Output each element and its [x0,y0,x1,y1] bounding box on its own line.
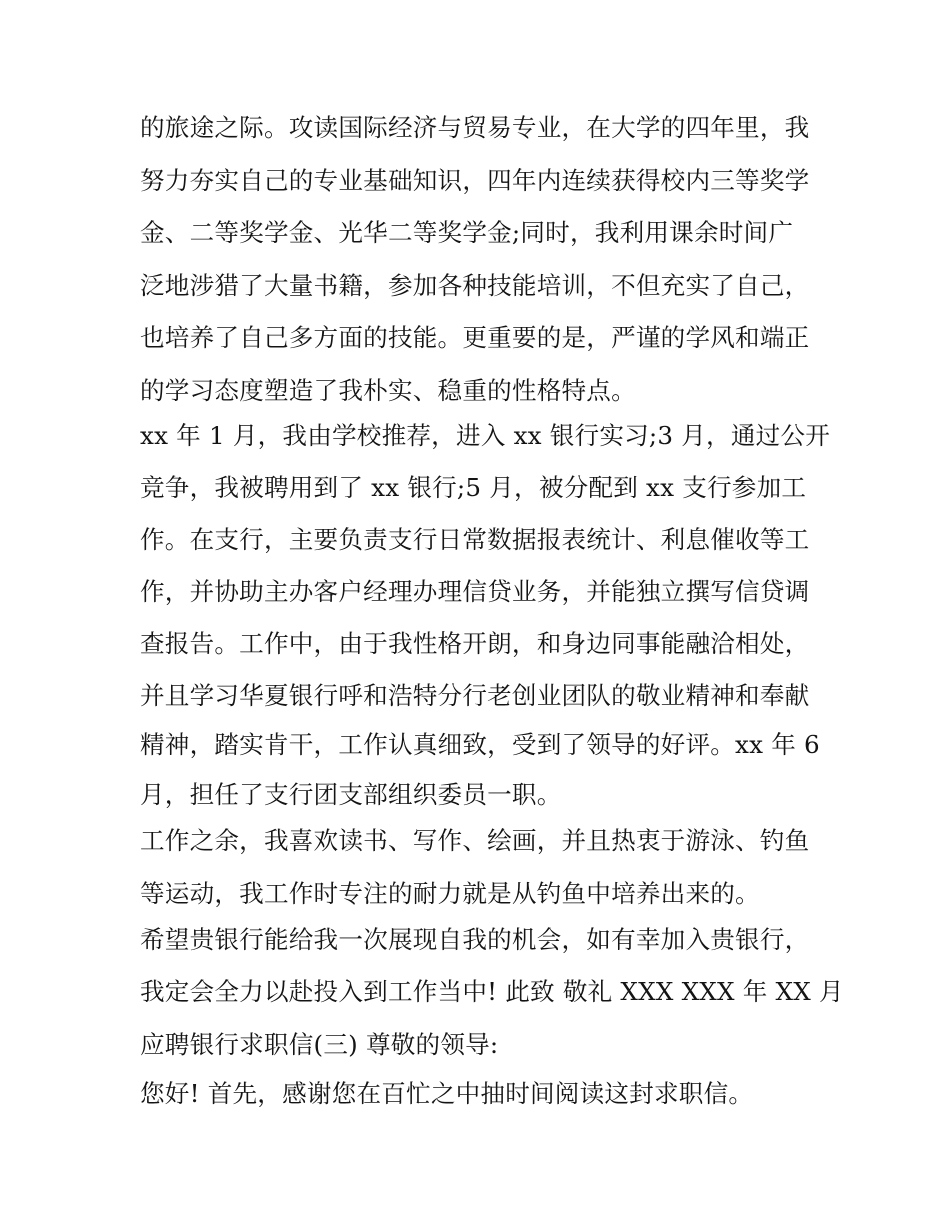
text-line: 努力夯实自己的专业基础知识，四年内连续获得校内三等奖学 [140,166,810,195]
text-line: 竞争，我被聘用到了 xx 银行;5 月，被分配到 xx 支行参加工 [140,473,807,502]
text-line: 也培养了自己多方面的技能。更重要的是，严谨的学风和端正 [140,323,810,352]
text-line: 金、二等奖学金、光华二等奖学金;同时，我利用课余时间广 [140,218,794,247]
text-line: 并且学习华夏银行呼和浩特分行老创业团队的敬业精神和奉献 [140,681,810,710]
text-line: 作，并协助主办客户经理办理信贷业务，并能独立撰写信贷调 [140,577,810,606]
text-line: 精神，踏实肯干，工作认真细致，受到了领导的好评。xx 年 6 [140,730,820,759]
text-line: 您好! 首先，感谢您在百忙之中抽时间阅读这封求职信。 [140,1079,754,1108]
text-line: 泛地涉猎了大量书籍，参加各种技能培训，不但充实了自己， [140,271,810,300]
text-line: 希望贵银行能给我一次展现自我的机会，如有幸加入贵银行， [140,925,810,954]
text-line: 的旅途之际。攻读国际经济与贸易专业，在大学的四年里，我 [140,113,810,142]
text-line: 等运动，我工作时专注的耐力就是从钓鱼中培养出来的。 [140,879,760,908]
text-line: 工作之余，我喜欢读书、写作、绘画，并且热衷于游泳、钓鱼 [140,826,810,855]
text-line: 查报告。工作中，由于我性格开朗，和身边同事能融洽相处， [140,629,810,658]
text-line: 作。在支行，主要负责支行日常数据报表统计、利息催收等工 [140,525,810,554]
text-line: 月，担任了支行团支部组织委员一职。 [140,780,562,809]
text-line: 应聘银行求职信(三) 尊敬的领导: [140,1030,499,1059]
text-line: 的学习态度塑造了我朴实、稳重的性格特点。 [140,376,636,405]
text-line: xx 年 1 月，我由学校推荐，进入 xx 银行实习;3 月，通过公开 [140,421,831,450]
text-line: 我定会全力以赴投入到工作当中! 此致 敬礼 XXX XXX 年 XX 月 [140,977,844,1006]
